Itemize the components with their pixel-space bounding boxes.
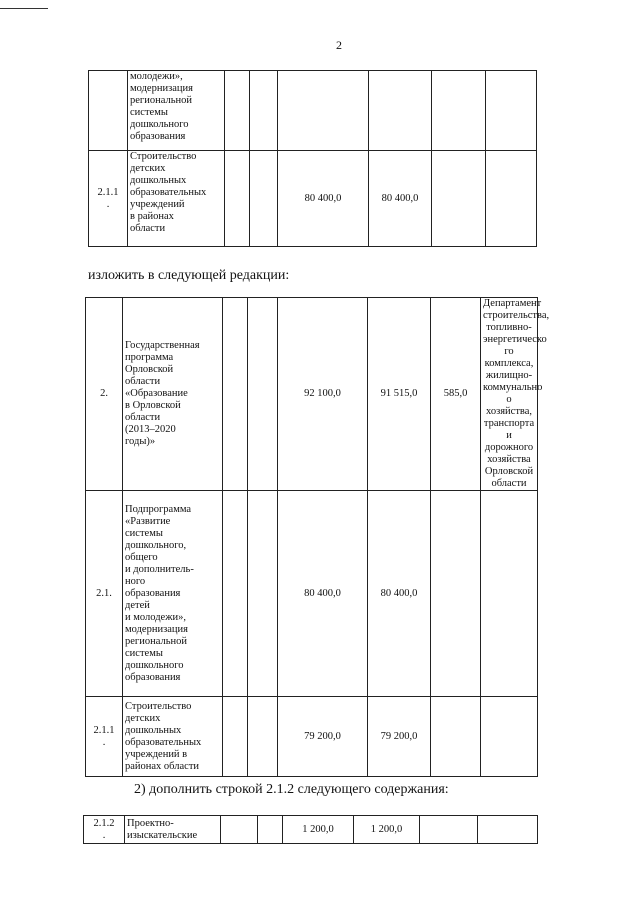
table-row-number: 2.1.1 . <box>89 151 128 247</box>
amount-total: 92 100,0 <box>278 298 368 491</box>
instruction-paragraph: 2) дополнить строкой 2.1.2 следующего содержания: <box>134 782 449 797</box>
amount-total: 79 200,0 <box>278 697 368 777</box>
table-row-description: Подпрограмма «Развитие системы дошкольного, общего и дополнитель- ного образования детей и молодежи», модернизация региональной системы дошкольного образования <box>123 491 223 697</box>
table-new-wording <box>85 297 550 777</box>
amount-total: 80 400,0 <box>278 151 369 247</box>
page-number: 2 <box>336 38 342 52</box>
instruction-paragraph: изложить в следующей редакции: <box>88 268 290 283</box>
table-row-description: молодежи», модернизация региональной системы дошкольного образования <box>128 71 225 151</box>
amount-regional: 80 400,0 <box>368 491 431 697</box>
table-row-description: Проектно- изыскательские <box>125 816 221 844</box>
table-row-description: Строительство детских дошкольных образовательных учреждений в районах области <box>123 697 223 777</box>
table-row-number <box>89 71 128 151</box>
amount-municipal: 585,0 <box>431 298 481 491</box>
amount-total: 80 400,0 <box>278 491 368 697</box>
header-rule <box>0 8 48 9</box>
table-row-number: 2.1.2 . <box>84 816 125 844</box>
amount-total: 1 200,0 <box>283 816 354 844</box>
table-row-number: 2.1. <box>86 491 123 697</box>
table-original-rows <box>88 70 537 247</box>
table-row-description: Строительство детских дошкольных образовательных учреждений в районах области <box>128 151 225 247</box>
table-row-number: 2.1.1 . <box>86 697 123 777</box>
responsible-department: Департамент строительства, топливно- энергетическо го комплекса, жилищно- коммунально о хозяйства, транспорта и дорожного хозяйства Орловской области <box>481 298 538 491</box>
amount-regional: 80 400,0 <box>369 151 432 247</box>
amount-regional: 79 200,0 <box>368 697 431 777</box>
table-row-description: Государственная программа Орловской области «Образование в Орловской области (2013–2020 годы)» <box>123 298 223 491</box>
amount-regional: 91 515,0 <box>368 298 431 491</box>
table-row-number: 2. <box>86 298 123 491</box>
table-added-row <box>83 815 538 844</box>
amount-regional: 1 200,0 <box>354 816 420 844</box>
